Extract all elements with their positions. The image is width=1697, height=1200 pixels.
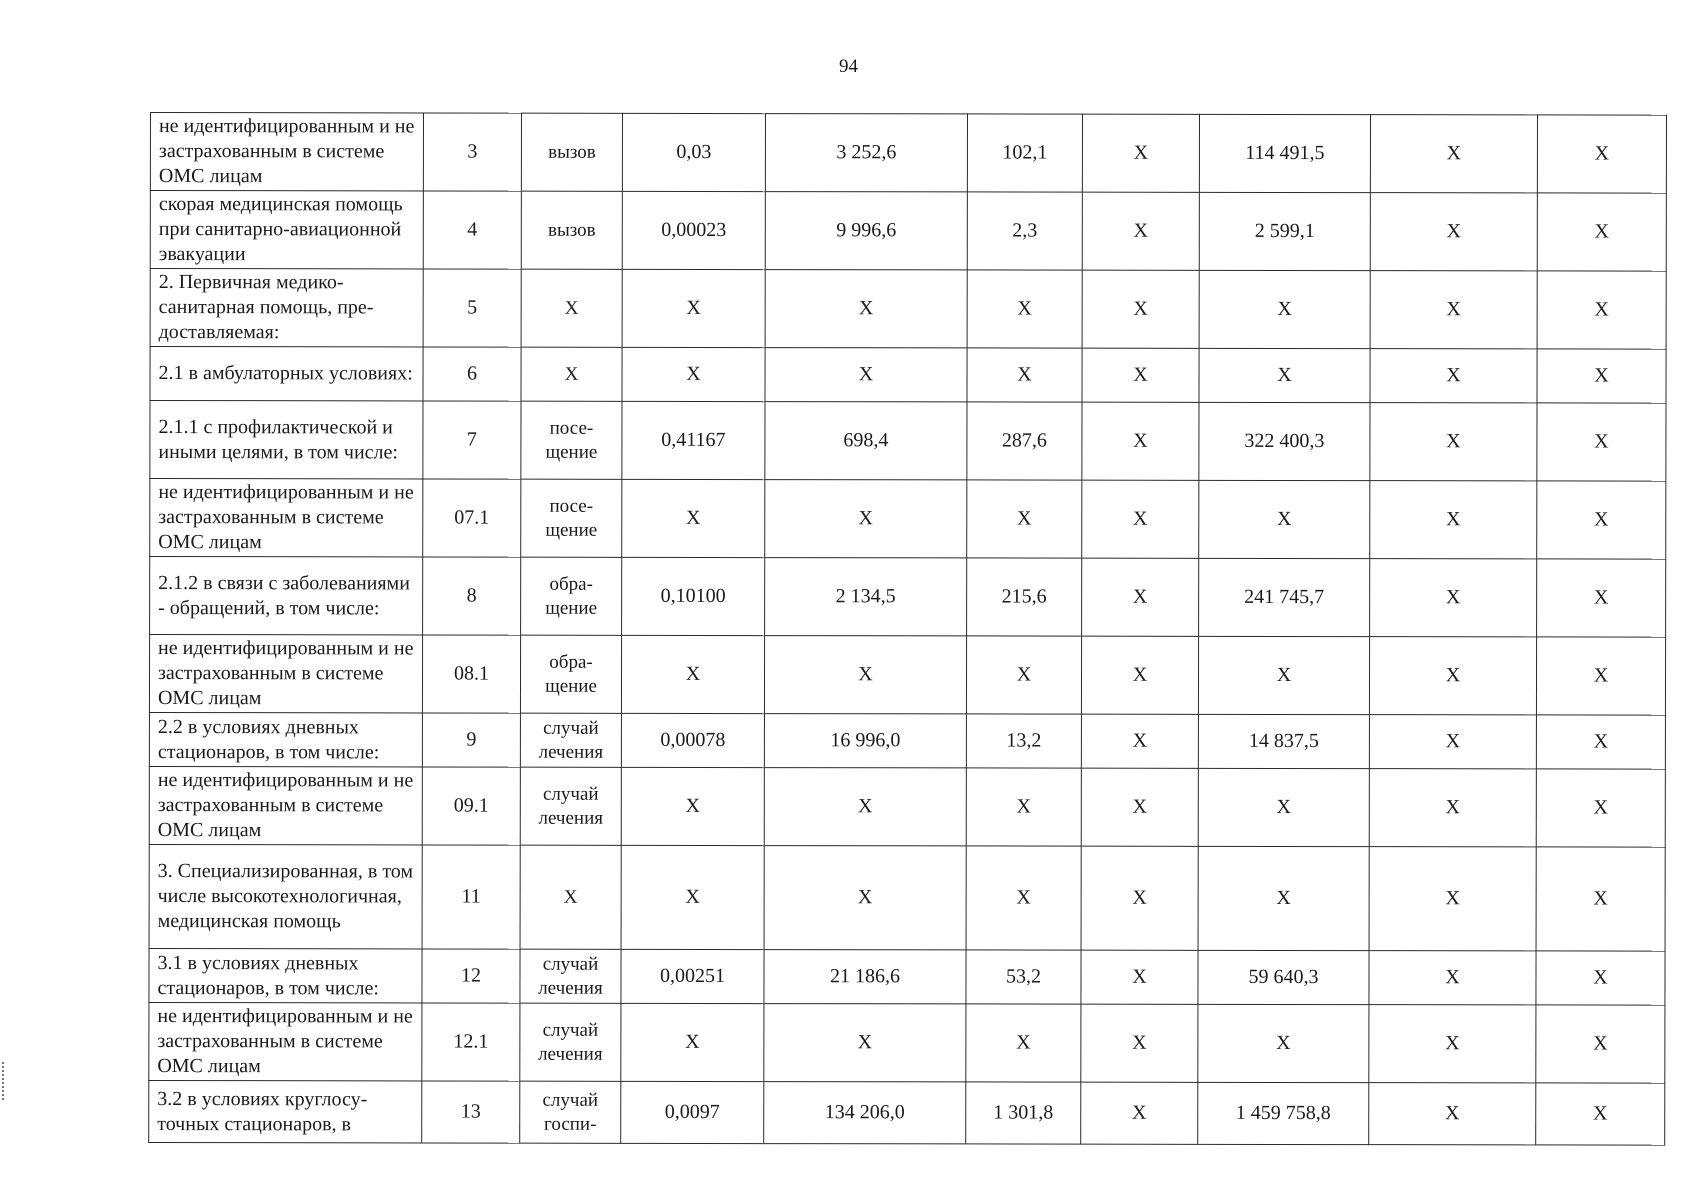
row-number: 11	[422, 845, 520, 949]
cell-value: X	[1537, 193, 1666, 271]
cell-value: X	[1536, 1083, 1665, 1145]
cell-value: X	[1082, 480, 1199, 558]
table-row	[150, 269, 1666, 350]
row-number: 7	[423, 401, 521, 479]
cell-value: 16 996,0	[764, 714, 966, 768]
cell-value: 0,0097	[621, 1081, 764, 1143]
row-unit: случай лечения	[520, 1003, 621, 1081]
cell-value: 0,00251	[621, 949, 764, 1003]
cell-value: X	[1370, 559, 1537, 637]
row-unit: случай лечения	[520, 949, 621, 1003]
cell-value: 21 186,6	[764, 950, 966, 1004]
cell-value: X	[764, 636, 966, 714]
table-row	[150, 557, 1666, 638]
cell-value: X	[764, 768, 966, 846]
table-row	[150, 113, 1666, 194]
cell-value: 9 996,6	[765, 192, 967, 270]
cell-value: X	[1199, 348, 1370, 402]
cell-value: 114 491,5	[1199, 114, 1370, 192]
row-name: 3. Специализированная, в том числе высокотехнологичная, медицинская помощь	[149, 844, 422, 948]
cell-value: X	[1198, 1004, 1369, 1082]
cell-value: X	[1198, 768, 1369, 846]
row-unit: случай лечения	[520, 713, 621, 767]
cell-value: X	[1536, 637, 1665, 715]
cell-value: X	[1536, 951, 1665, 1005]
cell-value: X	[966, 768, 1081, 846]
row-name: скорая медицинская помощь при санитарно-авиационной эвакуации	[150, 191, 423, 269]
cell-value: X	[1081, 1004, 1198, 1082]
row-name: 2.2 в условиях дневных стационаров, в том числе:	[149, 712, 422, 766]
row-unit: случай лечения	[520, 767, 621, 845]
cell-value: X	[1536, 715, 1665, 769]
cell-value: X	[1369, 637, 1536, 715]
cell-value: X	[1081, 636, 1198, 714]
row-number: 8	[423, 557, 521, 635]
cell-value: X	[1082, 270, 1199, 348]
cell-value: 2 134,5	[765, 558, 967, 636]
table-row	[150, 479, 1666, 560]
cell-value: X	[1370, 403, 1537, 481]
cell-value: X	[1198, 636, 1369, 714]
cell-value: X	[622, 269, 765, 347]
cell-value: X	[765, 348, 967, 402]
cell-value: X	[966, 846, 1081, 950]
cell-value: X	[1369, 1005, 1536, 1083]
cell-value: X	[1370, 193, 1537, 271]
row-number: 08.1	[422, 635, 520, 713]
cell-value: 322 400,3	[1199, 402, 1370, 480]
cell-value: X	[1082, 402, 1199, 480]
data-table	[148, 112, 1667, 1146]
row-unit: посещение	[521, 401, 622, 479]
cell-value: 102,1	[967, 114, 1082, 192]
row-number: 09.1	[422, 767, 520, 845]
cell-value: X	[1536, 1005, 1665, 1083]
cell-value: X	[1537, 115, 1666, 193]
table-row	[149, 1002, 1665, 1083]
row-name: не идентифицированным и не застрахованным в системе ОМС лицам	[150, 479, 423, 557]
cell-value: X	[1081, 714, 1198, 768]
row-unit: посещение	[521, 479, 622, 557]
cell-value: X	[622, 479, 765, 557]
table-row	[149, 844, 1665, 951]
cell-value: 0,00023	[622, 191, 765, 269]
cell-value: 215,6	[967, 558, 1082, 636]
row-unit: случай госпи-	[520, 1081, 621, 1143]
table-row	[149, 712, 1665, 769]
cell-value: 2,3	[967, 192, 1082, 270]
cell-value: X	[1369, 951, 1536, 1005]
row-name: не идентифицированным и не застрахованным в системе ОМС лицам	[149, 766, 422, 844]
cell-value: X	[765, 270, 967, 348]
cell-value: X	[1370, 349, 1537, 403]
table-row	[149, 1080, 1665, 1145]
scan-margin-marks	[2, 1062, 6, 1100]
cell-value: X	[1369, 1083, 1536, 1145]
row-number: 13	[422, 1081, 520, 1143]
table-row	[150, 401, 1666, 482]
row-number: 07.1	[423, 479, 521, 557]
cell-value: 3 252,6	[765, 114, 967, 192]
cell-value: X	[966, 636, 1081, 714]
table-row	[149, 635, 1665, 716]
cell-value: X	[1537, 349, 1666, 403]
cell-value: 287,6	[967, 402, 1082, 480]
cell-value: X	[622, 347, 765, 401]
cell-value: X	[966, 1004, 1081, 1082]
row-name: 2. Первичная медико-санитарная помощь, предоставляемая:	[150, 269, 423, 347]
cell-value: X	[1081, 846, 1198, 950]
row-unit: X	[521, 269, 622, 347]
cell-value: X	[1082, 114, 1199, 192]
cell-value: X	[1369, 715, 1536, 769]
cell-value: X	[1537, 271, 1666, 349]
cell-value: X	[1198, 846, 1369, 950]
row-number: 12.1	[422, 1003, 520, 1081]
cell-value: X	[621, 845, 764, 949]
cell-value: X	[1536, 769, 1665, 847]
cell-value: 0,41167	[622, 401, 765, 479]
cell-value: 14 837,5	[1198, 714, 1369, 768]
cell-value: 698,4	[765, 402, 967, 480]
cell-value: 0,10100	[622, 557, 765, 635]
row-name: 2.1.1 с профилактической и иными целями, в том числе:	[150, 401, 423, 479]
cell-value: 134 206,0	[764, 1082, 966, 1144]
cell-value: X	[1537, 481, 1666, 559]
cell-value: X	[764, 846, 966, 950]
row-name: не идентифицированным и не застрахованным в системе ОМС лицам	[150, 113, 423, 191]
cell-value: X	[621, 767, 764, 845]
row-name: не идентифицированным и не застрахованным в системе ОМС лицам	[149, 635, 422, 713]
row-name: 3.1 в условиях дневных стационаров, в том числе:	[149, 948, 422, 1002]
row-unit: X	[520, 845, 621, 949]
row-number: 5	[423, 269, 521, 347]
cell-value: X	[1082, 192, 1199, 270]
cell-value: X	[1370, 271, 1537, 349]
cell-value: X	[1536, 847, 1665, 951]
cell-value: X	[967, 348, 1082, 402]
cell-value: X	[621, 1003, 764, 1081]
cell-value: X	[1369, 769, 1536, 847]
row-name: не идентифицированным и не застрахованным в системе ОМС лицам	[149, 1002, 422, 1080]
cell-value: 53,2	[966, 950, 1081, 1004]
cell-value: 0,00078	[621, 713, 764, 767]
table-row	[149, 948, 1665, 1005]
cell-value: X	[621, 635, 764, 713]
cell-value: 241 745,7	[1199, 558, 1370, 636]
cell-value: X	[764, 1004, 966, 1082]
row-number: 3	[423, 113, 521, 191]
cell-value: X	[1082, 348, 1199, 402]
row-name: 3.2 в условиях круглосуточных стационаров, в	[149, 1080, 422, 1142]
cell-value: 0,03	[622, 113, 765, 191]
table-row	[150, 191, 1666, 272]
cell-value: X	[1081, 768, 1198, 846]
cell-value: X	[765, 480, 967, 558]
cell-value: 13,2	[966, 714, 1081, 768]
row-unit: обращение	[520, 635, 621, 713]
page-number: 94	[839, 56, 858, 77]
row-unit: вызов	[521, 113, 622, 191]
cell-value: X	[1537, 403, 1666, 481]
row-name: 2.1 в амбулаторных условиях:	[150, 347, 423, 401]
cell-value: X	[1081, 1082, 1198, 1144]
cell-value: X	[1369, 847, 1536, 951]
cell-value: X	[1537, 559, 1666, 637]
row-name: 2.1.2 в связи с заболеваниями - обращений, в том числе:	[150, 557, 423, 635]
table-row	[149, 766, 1665, 847]
cell-value: X	[1199, 480, 1370, 558]
cell-value: 2 599,1	[1199, 192, 1370, 270]
cell-value: 59 640,3	[1198, 950, 1369, 1004]
cell-value: X	[1081, 950, 1198, 1004]
row-unit: X	[521, 347, 622, 401]
row-number: 6	[423, 347, 521, 401]
row-number: 12	[422, 949, 520, 1003]
cell-value: X	[1370, 115, 1537, 193]
row-number: 4	[423, 191, 521, 269]
row-unit: вызов	[521, 191, 622, 269]
cell-value: X	[967, 270, 1082, 348]
cell-value: X	[1082, 558, 1199, 636]
cell-value: 1 459 758,8	[1198, 1082, 1369, 1144]
cell-value: 1 301,8	[966, 1082, 1081, 1144]
cell-value: X	[1199, 270, 1370, 348]
row-number: 9	[422, 713, 520, 767]
cell-value: X	[1370, 481, 1537, 559]
row-unit: обращение	[521, 557, 622, 635]
table-row	[150, 347, 1666, 404]
cell-value: X	[967, 480, 1082, 558]
